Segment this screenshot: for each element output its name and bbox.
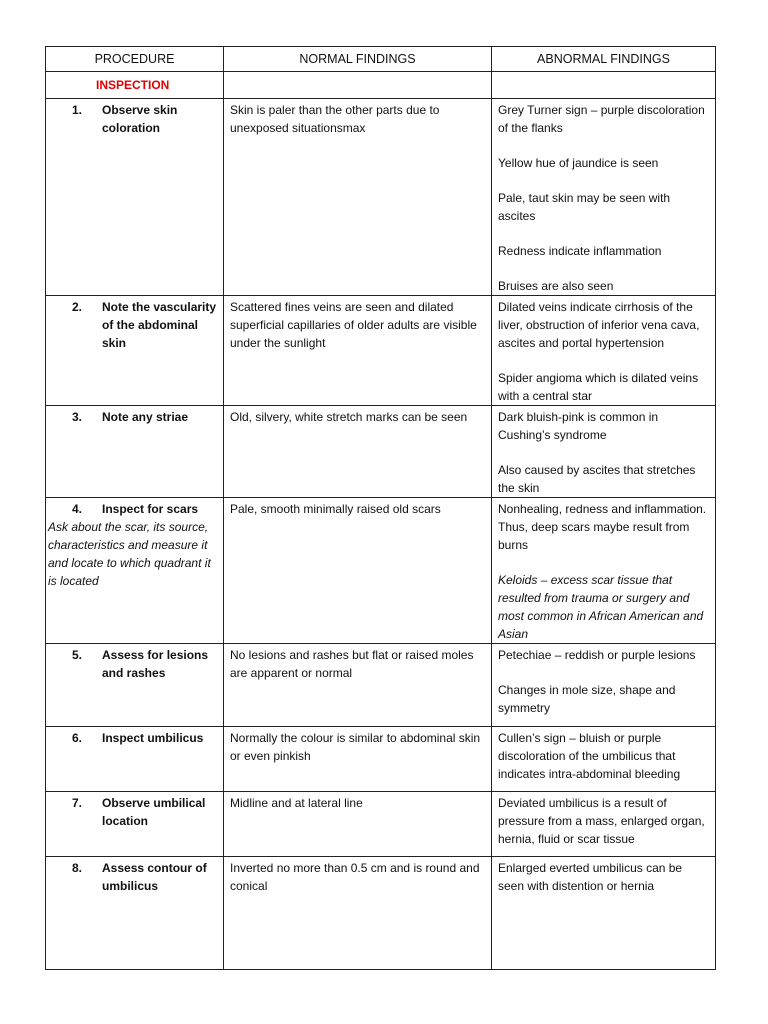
abnormal-finding: Petechiae – reddish or purple lesions (498, 648, 696, 662)
normal-findings-cell (224, 792, 492, 857)
header-procedure: PROCEDURE (46, 47, 224, 72)
procedure-cell (46, 727, 224, 792)
procedure-text: Observe skin coloration (102, 103, 178, 135)
table-row (46, 296, 716, 406)
procedure-text: Assess for lesions and rashes (102, 648, 209, 680)
procedure-cell (46, 498, 224, 644)
normal-findings-cell (224, 727, 492, 792)
section-empty-cell (492, 72, 716, 99)
normal-finding: No lesions and rashes but flat or raised moles are apparent or normal (230, 648, 474, 680)
normal-findings-cell (224, 99, 492, 296)
procedure-text: Observe umbilical location (102, 796, 206, 828)
procedure-text: Assess contour of umbilicus (102, 861, 207, 893)
abnormal-finding: Changes in mole size, shape and symmetry (498, 683, 676, 715)
abnormal-finding-italic: Keloids – excess scar tissue that resulted from trauma or surgery and most common in African American and Asian (498, 573, 704, 641)
normal-finding: Skin is paler than the other parts due to unexposed situationsmax (230, 103, 440, 135)
procedure-number: 3. (72, 410, 83, 424)
abnormal-finding: Pale, taut skin may be seen with ascites (498, 191, 671, 223)
procedure-number: 8. (72, 861, 83, 875)
normal-finding: Scattered fines veins are seen and dilated superficial capillaries of older adults are visible under the sunlight (230, 300, 477, 350)
header-normal-findings: NORMAL FINDINGS (224, 47, 492, 72)
procedure-text: Note any striae (102, 410, 189, 424)
table-row (46, 498, 716, 644)
abnormal-finding: Spider angioma which is dilated veins with a central star (498, 371, 699, 403)
procedure-number: 4. (72, 502, 83, 516)
procedure-number: 5. (72, 648, 83, 662)
abnormal-finding: Enlarged everted umbilicus can be seen with distention or hernia (498, 861, 683, 893)
abnormal-finding: Deviated umbilicus is a result of pressure from a mass, enlarged organ, hernia, fluid or scar tissue (498, 796, 705, 846)
abnormal-finding: Also caused by ascites that stretches the skin (498, 463, 696, 495)
abnormal-finding: Dilated veins indicate cirrhosis of the liver, obstruction of inferior vena cava, ascites and portal hypertension (498, 300, 700, 350)
section-row (46, 72, 716, 99)
abnormal-finding: Bruises are also seen (498, 279, 614, 293)
findings-table (45, 46, 716, 970)
table-row (46, 857, 716, 970)
table-row (46, 99, 716, 296)
table-row (46, 792, 716, 857)
normal-finding: Old, silvery, white stretch marks can be seen (230, 410, 468, 424)
abnormal-findings-cell (492, 99, 716, 296)
normal-findings-cell (224, 644, 492, 727)
abnormal-findings-cell (492, 727, 716, 792)
table-row (46, 406, 716, 498)
procedure-text: Inspect umbilicus (102, 731, 204, 745)
section-label: INSPECTION (46, 72, 224, 99)
procedure-number: 1. (72, 103, 83, 117)
table-row (46, 727, 716, 792)
procedure-cell (46, 644, 224, 727)
abnormal-findings-cell (492, 498, 716, 644)
abnormal-findings-cell (492, 792, 716, 857)
section-empty-cell (224, 72, 492, 99)
abnormal-finding: Nonhealing, redness and inflammation. Thus, deep scars maybe result from burns (498, 502, 707, 552)
normal-findings-cell (224, 296, 492, 406)
procedure-cell (46, 792, 224, 857)
procedure-number: 7. (72, 796, 83, 810)
table-row (46, 644, 716, 727)
procedure-note: Ask about the scar, its source, characteristics and measure it and locate to which quadrant it is located (48, 520, 211, 588)
normal-finding: Inverted no more than 0.5 cm and is round and conical (230, 861, 480, 893)
abnormal-finding: Dark bluish-pink is common in Cushing’s syndrome (498, 410, 659, 442)
procedure-text: Note the vascularity of the abdominal skin (102, 300, 217, 350)
normal-findings-cell (224, 498, 492, 644)
abnormal-finding: Yellow hue of jaundice is seen (498, 156, 659, 170)
abnormal-finding: Redness indicate inflammation (498, 244, 662, 258)
procedure-number: 2. (72, 300, 83, 314)
procedure-text: Inspect for scars (102, 502, 199, 516)
normal-findings-cell (224, 857, 492, 970)
procedure-cell (46, 296, 224, 406)
normal-findings-cell (224, 406, 492, 498)
normal-finding: Pale, smooth minimally raised old scars (230, 502, 441, 516)
normal-finding: Midline and at lateral line (230, 796, 363, 810)
header-row (46, 47, 716, 72)
abnormal-findings-cell (492, 296, 716, 406)
procedure-number: 6. (72, 731, 83, 745)
abnormal-findings-cell (492, 644, 716, 727)
abnormal-finding: Cullen’s sign – bluish or purple discoloration of the umbilicus that indicates intra-abdominal bleeding (498, 731, 681, 781)
procedure-cell (46, 99, 224, 296)
abnormal-finding: Grey Turner sign – purple discoloration of the flanks (498, 103, 705, 135)
abnormal-findings-cell (492, 857, 716, 970)
procedure-cell (46, 857, 224, 970)
header-abnormal-findings: ABNORMAL FINDINGS (492, 47, 716, 72)
procedure-cell (46, 406, 224, 498)
normal-finding: Normally the colour is similar to abdominal skin or even pinkish (230, 731, 481, 763)
abnormal-findings-cell (492, 406, 716, 498)
